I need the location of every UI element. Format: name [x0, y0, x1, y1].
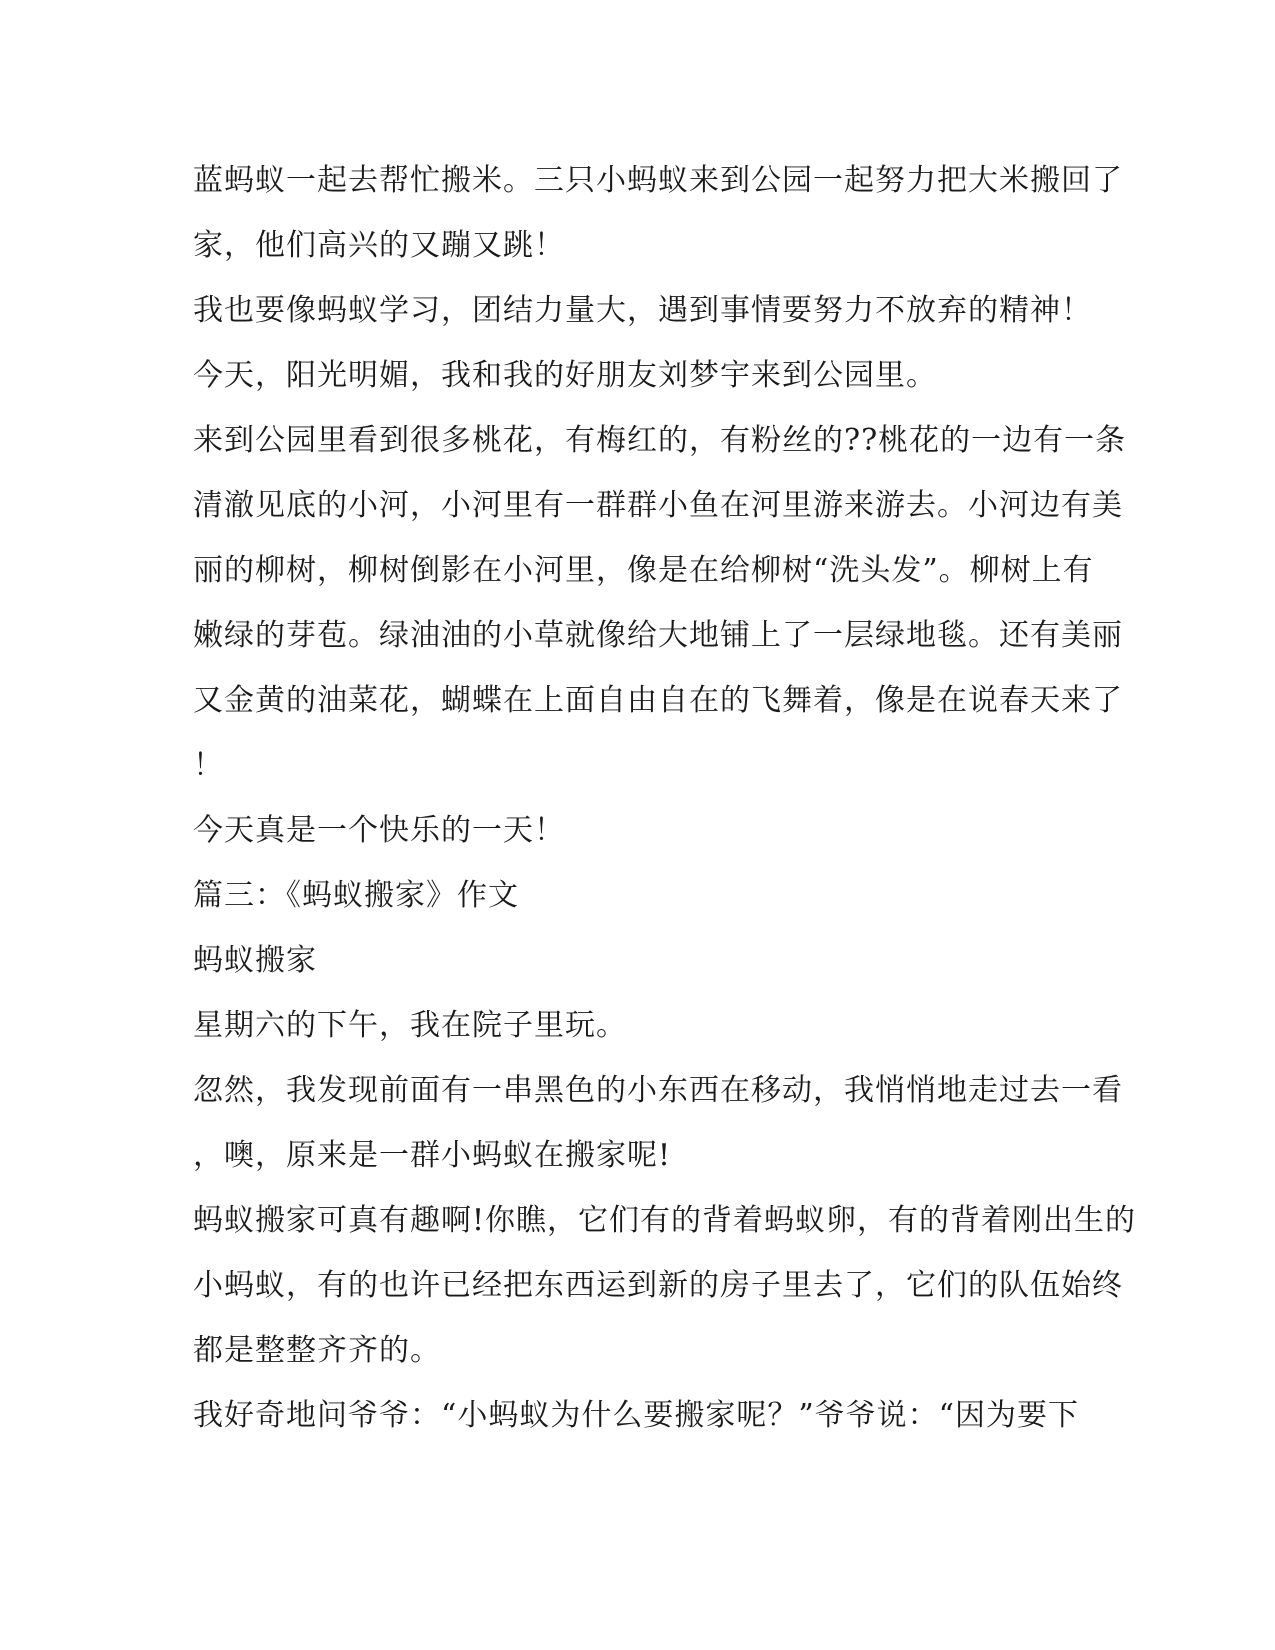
text-line: 家，他们高兴的又蹦又跳！: [193, 228, 565, 263]
section-heading: 篇三：《蚂蚁搬家》作文: [193, 878, 519, 913]
text-line: 嫩绿的芽苞。绿油油的小草就像给大地铺上了一层绿地毯。还有美丽: [193, 618, 1123, 653]
text-line: 来到公园里看到很多桃花，有梅红的，有粉丝的??桃花的一边有一条: [193, 423, 1127, 458]
essay-title: 蚂蚁搬家: [193, 943, 317, 978]
text-line: 清澈见底的小河，小河里有一群群小鱼在河里游来游去。小河边有美: [193, 488, 1123, 523]
text-line: 小蚂蚁，有的也许已经把东西运到新的房子里去了，它们的队伍始终: [193, 1268, 1123, 1303]
text-line: 星期六的下午，我在院子里玩。: [193, 1008, 627, 1043]
text-line: 又金黄的油菜花，蝴蝶在上面自由自在的飞舞着，像是在说春天来了: [193, 683, 1123, 718]
text-line: 蓝蚂蚁一起去帮忙搬米。三只小蚂蚁来到公园一起努力把大米搬回了: [193, 163, 1123, 198]
text-line: 丽的柳树，柳树倒影在小河里，像是在给柳树“洗头发”。柳树上有: [193, 553, 1094, 588]
text-line: 蚂蚁搬家可真有趣啊!你瞧，它们有的背着蚂蚁卵，有的背着刚出生的: [193, 1203, 1137, 1238]
text-line: 今天真是一个快乐的一天！: [193, 813, 565, 848]
text-line: 我也要像蚂蚁学习，团结力量大，遇到事情要努力不放弃的精神！: [193, 293, 1092, 328]
text-line: ！: [193, 748, 224, 783]
text-line: 忽然，我发现前面有一串黑色的小东西在移动，我悄悄地走过去一看: [193, 1073, 1123, 1108]
document-body: [193, 163, 1137, 1463]
text-line: 都是整整齐齐的。: [193, 1333, 441, 1368]
text-line: ，噢，原来是一群小蚂蚁在搬家呢!: [193, 1138, 672, 1173]
text-line: 我好奇地问爷爷：“小蚂蚁为什么要搬家呢？”爷爷说：“因为要下: [193, 1398, 1080, 1433]
text-line: 今天，阳光明媚，我和我的好朋友刘梦宇来到公园里。: [193, 358, 937, 393]
